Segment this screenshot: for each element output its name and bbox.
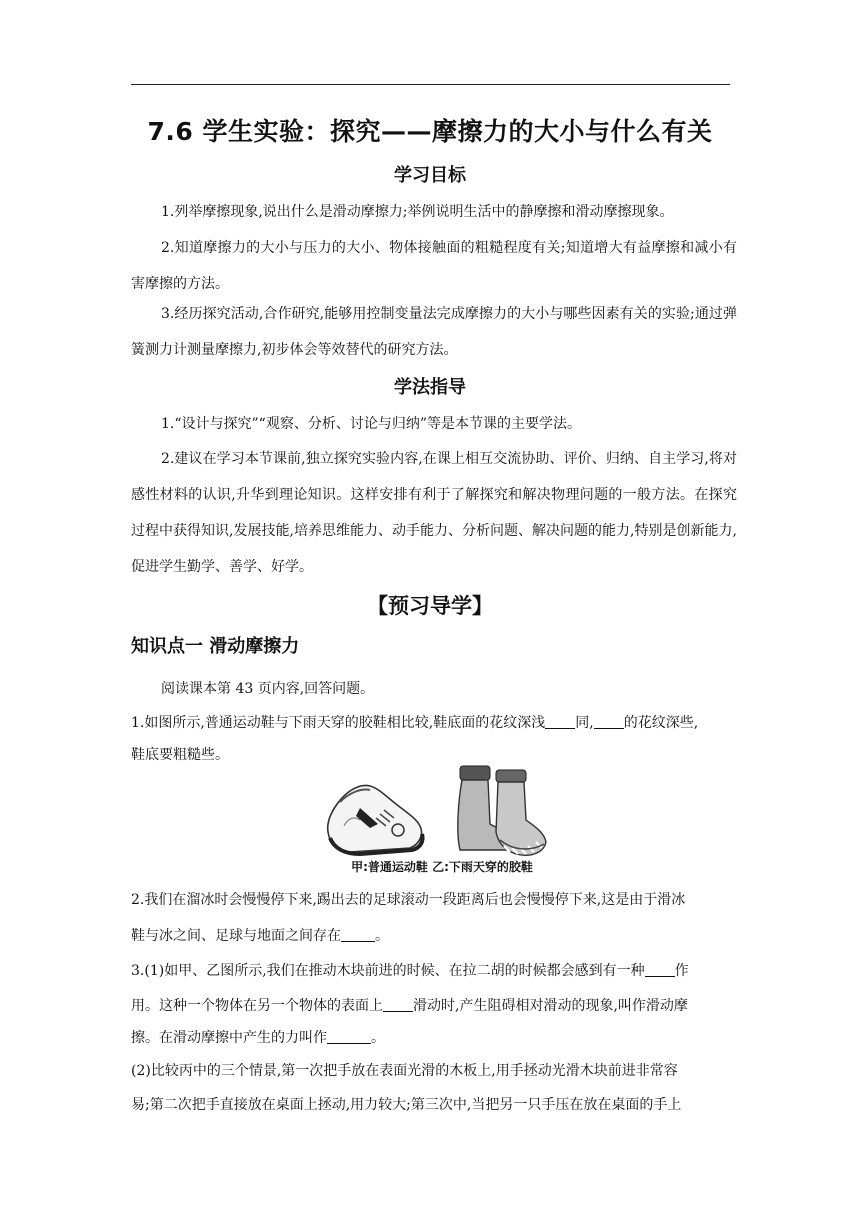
question-1-text-c: 的花纹深些, — [623, 715, 699, 731]
question-1-text-b: 同, — [575, 715, 594, 731]
page-title: 7.6 学生实验：探究——摩擦力的大小与什么有关 — [147, 117, 713, 146]
methods-heading: 学法指导 — [394, 377, 466, 398]
answer-blank-6[interactable] — [327, 1029, 371, 1044]
objective-item-3: 3.经历探究活动,合作研究,能够用控制变量法完成摩擦力的大小与哪些因素有关的实验;通过弹簧测力计测量摩擦力,初步体会等效替代的研究方法。 — [131, 306, 737, 358]
answer-blank-4[interactable] — [645, 962, 675, 977]
question-1-text-a: 1.如图所示,普通运动鞋与下雨天穿的胶鞋相比较,鞋底面的花纹深浅 — [131, 715, 546, 731]
objectives-heading: 学习目标 — [394, 165, 466, 186]
header-rule — [131, 84, 730, 85]
question-3-2-line-1: (2)比较丙中的三个情景,第一次把手放在表面光滑的木板上,用手拯动光滑木块前进非常容 — [131, 1063, 678, 1079]
answer-blank-2[interactable] — [594, 714, 624, 729]
question-3-text-b: 作 — [674, 963, 689, 979]
answer-blank-5[interactable] — [383, 997, 413, 1012]
knowledge-point-heading: 知识点一 滑动摩擦力 — [131, 636, 300, 657]
objective-item-2: 2.知道摩擦力的大小与压力的大小、物体接触面的粗糙程度有关;知道增大有益摩擦和减小有害摩擦的方法。 — [131, 240, 737, 292]
question-2-line-2 — [131, 925, 389, 945]
question-2-line-1: 2.我们在溜冰时会慢慢停下来,踢出去的足球滚动一段距离后也会慢慢停下来,这是由于滑冰 — [131, 892, 686, 908]
question-1-line-2: 鞋底要粗糙些。 — [131, 747, 229, 763]
answer-blank-1[interactable] — [545, 714, 575, 729]
question-3-text-a: 3.(1)如甲、乙图所示,我们在推动木块前进的时候、在拉二胡的时候都会感到有一种 — [131, 963, 645, 979]
rain-boots-image — [458, 766, 546, 855]
question-3-line-2 — [131, 995, 688, 1015]
question-2-text-b: 。 — [375, 928, 389, 944]
objective-item-1: 1.列举摩擦现象,说出什么是滑动摩擦力;举例说明生活中的静摩擦和滑动摩擦现象。 — [161, 204, 674, 220]
question-3-text-e: 擦。在滑动摩擦中产生的力叫作 — [131, 1030, 327, 1046]
question-3-line-1 — [131, 960, 689, 980]
method-item-1: 1.“设计与探究”“观察、分析、讨论与归纳”等是本节课的主要学法。 — [161, 416, 581, 432]
question-1-line-1 — [131, 712, 698, 732]
question-3-text-d: 滑动时,产生阻碍相对滑动的现象,叫作滑动摩 — [413, 998, 688, 1014]
method-item-2: 2.建议在学习本节课前,独立探究实验内容,在课上相互交流协助、评价、归纳、自主学习,将对感性材料的认识,升华到理论知识。这样安排有利于了解探究和解决物理问题的一般方法。在探究过程中获得知识,发展技能,培养思维能力、动手能力、分析问题、解决问题的能力,特别是创新能力,促进学生勤学、善学、好学。 — [131, 451, 737, 575]
question-3-text-c: 用。这种一个物体在另一个物体的表面上 — [131, 998, 383, 1014]
question-3-2-line-2: 易;第二次把手直接放在桌面上拯动,用力较大;第三次中,当把另一只手压在放在桌面的手上 — [131, 1097, 682, 1113]
preview-heading: 【预习导学】 — [367, 594, 493, 618]
sneaker-image — [328, 785, 423, 854]
question-3-text-f: 。 — [371, 1030, 385, 1046]
answer-blank-3[interactable] — [341, 927, 375, 942]
question-3-line-3 — [131, 1027, 385, 1047]
reading-instruction: 阅读课本第 43 页内容,回答问题。 — [161, 681, 375, 697]
question-2-text-a: 鞋与冰之间、足球与地面之间存在 — [131, 928, 341, 944]
figure-caption: 甲:普通运动鞋 乙:下雨天穿的胶鞋 — [351, 860, 533, 874]
